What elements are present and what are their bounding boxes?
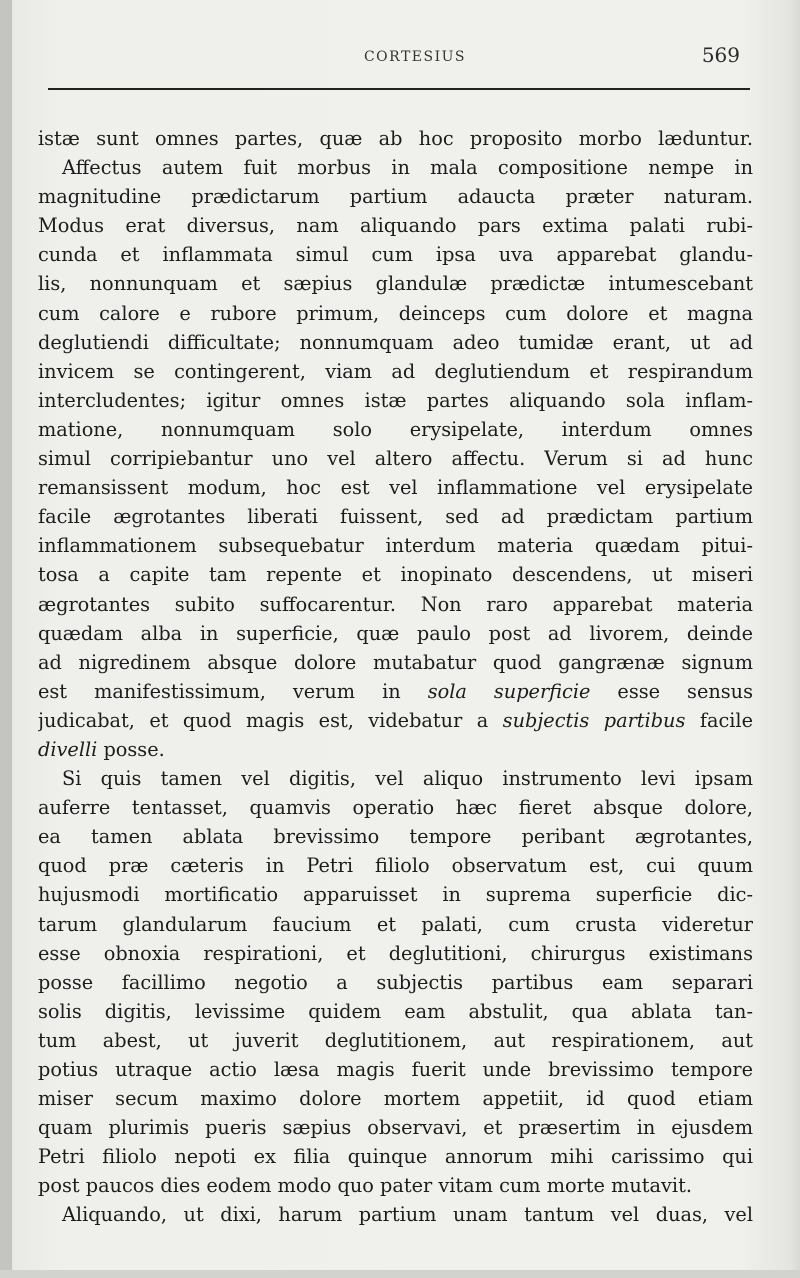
running-head: [40, 40, 752, 74]
text-line: quædam alba in superficie, quæ paulo post ad livorem, deinde: [38, 621, 753, 645]
text-span: est manifestissimum, verum in: [38, 679, 401, 703]
text-line: cunda et inflammata simul cum ipsa uva apparebat glandu-: [38, 243, 753, 267]
text-line-mixed: [38, 735, 753, 764]
page-number: 569: [701, 43, 740, 67]
text-line: ægrotantes subito suffocarentur. Non raro apparebat materia: [38, 592, 753, 616]
text-line: ad nigredinem absque dolore mutabatur quod gangrænæ signum: [38, 650, 753, 674]
text-span: esse sensus: [617, 679, 753, 703]
text-line: invicem se contingerent, viam ad deglutiendum et respirandum: [38, 359, 753, 383]
text-line: auferre tentasset, quamvis operatio hæc fieret absque dolore,: [38, 796, 753, 820]
text-line: matione, nonnumquam solo erysipelate, interdum omnes: [38, 417, 753, 441]
text-line: hujusmodi mortificatio apparuisset in suprema superficie dic-: [38, 883, 753, 907]
text-span: posse.: [103, 737, 165, 761]
running-title: CORTESIUS: [363, 49, 467, 65]
text-line: potius utraque actio læsa magis fuerit unde brevissimo tempore: [38, 1058, 753, 1081]
text-line: Affectus autem fuit morbus in mala compositione nempe in: [62, 156, 753, 180]
text-line: esse obnoxia respirationi, et deglutitioni, chirurgus existimans: [38, 941, 753, 965]
text-line: Si quis tamen vel digitis, vel aliquo instrumento levi ipsam: [62, 767, 753, 791]
text-line: facile ægrotantes liberati fuissent, sed ad prædictam partium: [38, 505, 753, 529]
italic-span: divelli: [38, 737, 98, 761]
body-text: [38, 124, 753, 1230]
text-span: judicabat, et quod magis est, videbatur a: [38, 708, 489, 732]
text-line-mixed: [38, 706, 753, 735]
text-line: Modus erat diversus, nam aliquando pars extima palati rubi-: [38, 214, 753, 238]
text-line-mixed: [38, 677, 753, 706]
italic-span: subjectis partibus: [502, 708, 686, 732]
text-line: Petri filiolo nepoti ex filia quinque annorum mihi carissimo qui: [38, 1145, 753, 1169]
text-line: Aliquando, ut dixi, harum partium unam tantum vel duas, vel: [62, 1203, 753, 1227]
text-line: magnitudine prædictarum partium adaucta præter naturam.: [38, 185, 753, 209]
text-line: intercludentes; igitur omnes istæ partes aliquando sola inflam-: [38, 388, 753, 412]
text-span: facile: [699, 708, 753, 732]
text-line: remansissent modum, hoc est vel inflammatione vel erysipelate: [38, 476, 753, 500]
text-line: tum abest, ut juverit deglutitionem, aut respirationem, aut: [38, 1028, 753, 1052]
text-line: istæ sunt omnes partes, quæ ab hoc proposito morbo læduntur.: [38, 127, 753, 150]
text-line: simul corripiebantur uno vel altero affectu. Verum si ad hunc: [38, 447, 753, 471]
text-line: deglutiendi difficultate; nonnumquam adeo tumidæ erant, ut ad: [38, 330, 753, 354]
text-line: posse facillimo negotio a subjectis partibus eam separari: [38, 970, 753, 994]
text-line: inflammationem subsequebatur interdum materia quædam pitui-: [38, 534, 753, 558]
text-line: tarum glandularum faucium et palati, cum crusta videretur: [38, 912, 753, 936]
text-line: tosa a capite tam repente et inopinato descendens, ut miseri: [38, 563, 753, 587]
text-line: post paucos dies eodem modo quo pater vitam cum morte mutavit.: [38, 1174, 692, 1198]
text-line: ea tamen ablata brevissimo tempore peribant ægrotantes,: [38, 825, 753, 849]
text-line: miser secum maximo dolore mortem appetiit, id quod etiam: [38, 1087, 753, 1111]
text-line: quam plurimis pueris sæpius observavi, et præsertim in ejusdem: [38, 1116, 753, 1140]
page-edge-shadow: [0, 0, 12, 1278]
text-line: cum calore e rubore primum, deinceps cum dolore et magna: [38, 301, 753, 325]
header-rule: [48, 88, 750, 90]
italic-span: sola superficie: [427, 679, 591, 703]
text-line: solis digitis, levissime quidem eam abstulit, qua ablata tan-: [38, 999, 753, 1023]
text-line: lis, nonnunquam et sæpius glandulæ prædictæ intumescebant: [38, 272, 753, 296]
text-line: quod præ cæteris in Petri filiolo observatum est, cui quum: [38, 854, 753, 878]
page-bottom-shadow: [0, 1270, 800, 1278]
